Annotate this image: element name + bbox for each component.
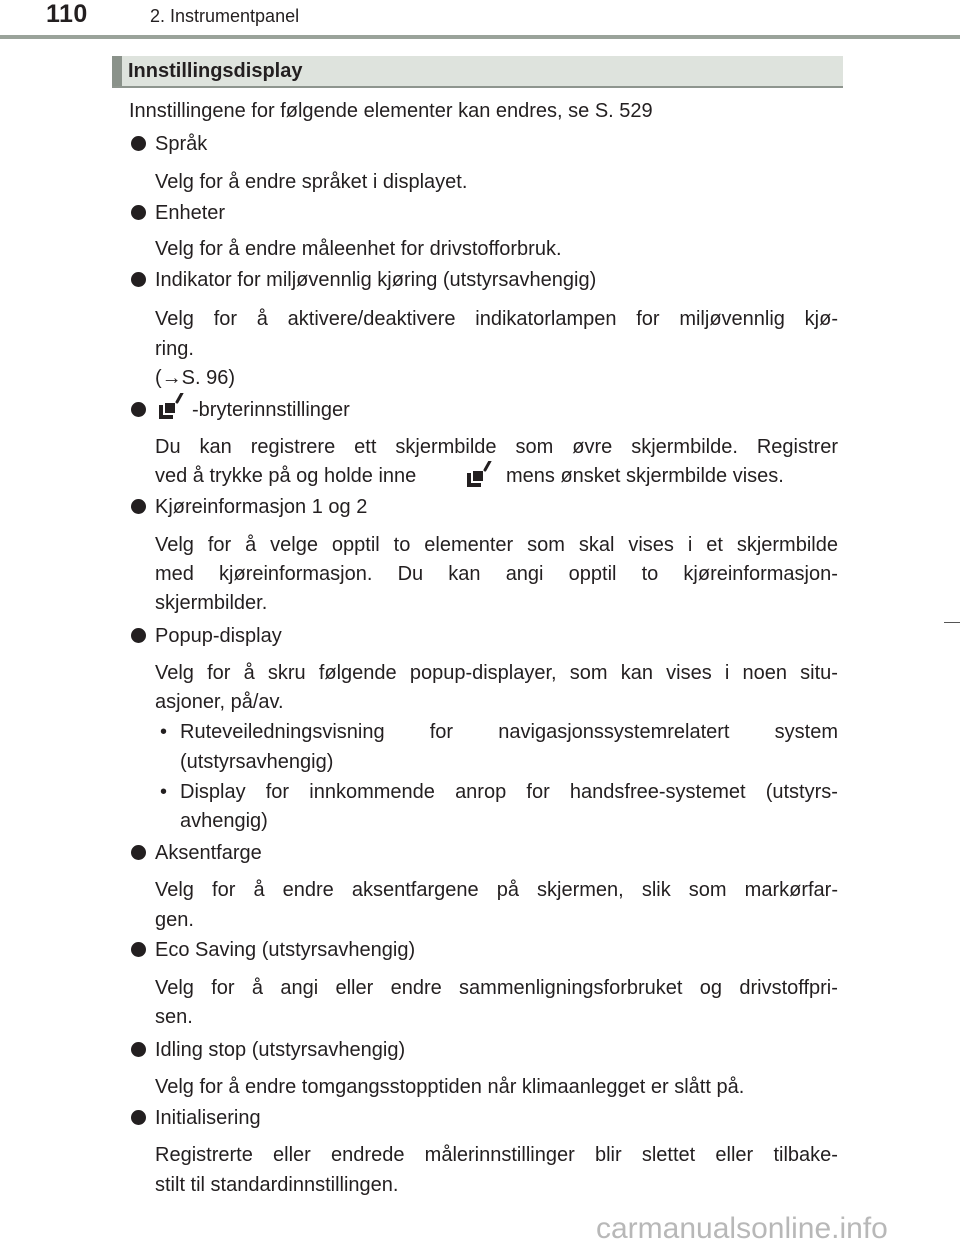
word: Display xyxy=(180,781,246,803)
word: for xyxy=(636,308,660,330)
item-desc-aksent-line2: gen. xyxy=(155,909,194,931)
item-desc-init-line2: stilt til standardinnstillingen. xyxy=(155,1174,399,1196)
word: slettet xyxy=(641,1144,696,1166)
item-desc-eco-line2: sen. xyxy=(155,1006,193,1028)
bullet-icon xyxy=(131,136,146,151)
word: som xyxy=(527,534,565,556)
item-desc-eco-line1 xyxy=(155,978,838,998)
bullet-icon xyxy=(131,1042,146,1057)
item-title-eco: Eco Saving (utstyrsavhengig) xyxy=(155,939,416,961)
word: for xyxy=(212,879,236,901)
watermark: carmanualsonline.info xyxy=(596,1212,888,1245)
word: følgende xyxy=(318,662,397,684)
word: Velg xyxy=(155,308,194,330)
chapter-title: 2. Instrumentpanel xyxy=(150,6,300,26)
word: øvre xyxy=(572,436,613,458)
item-desc-bryter-line2b: mens ønsket skjermbilde vises. xyxy=(506,465,784,487)
word: som xyxy=(569,662,608,684)
word: endrede xyxy=(331,1144,405,1166)
word: Ruteveiledningsvisning xyxy=(180,721,385,743)
word: (utstyrs- xyxy=(765,781,838,803)
section-title: Innstillingsdisplay xyxy=(128,60,303,82)
item-desc-enheter: Velg for å endre måleenhet for drivstofforbruk. xyxy=(155,238,562,260)
sub-item-1-line1 xyxy=(180,722,838,742)
word: kjøreinformasjon- xyxy=(683,563,838,585)
item-desc-kjore-line3: skjermbilder. xyxy=(155,592,268,614)
word: for xyxy=(207,662,231,684)
word: velge xyxy=(270,534,318,556)
word: for xyxy=(211,977,235,999)
word: for xyxy=(265,781,290,803)
word: eller xyxy=(335,977,374,999)
word: skjermbilde xyxy=(736,534,838,556)
word: for xyxy=(213,308,238,330)
bullet-icon xyxy=(131,1110,146,1125)
item-desc-popup-line2: asjoner, på/av. xyxy=(155,691,284,713)
word: skjermbilde xyxy=(395,436,497,458)
word: å xyxy=(256,308,268,330)
section-heading xyxy=(112,56,843,88)
word: eller xyxy=(273,1144,311,1166)
word: Du xyxy=(397,563,424,585)
word: aktivere/deaktivere xyxy=(287,308,456,330)
word: ett xyxy=(354,436,377,458)
bullet-icon xyxy=(131,402,146,417)
word: sammenligningsforbruket xyxy=(459,977,683,999)
word: for xyxy=(429,721,454,743)
word: å xyxy=(243,662,255,684)
word: Registrerte xyxy=(155,1144,253,1166)
word: slik xyxy=(641,879,671,901)
item-desc-bryter-line1 xyxy=(155,437,838,457)
word: aksentfargene xyxy=(351,879,479,901)
item-title-kjore: Kjøreinformasjon 1 og 2 xyxy=(155,496,368,518)
word: kan xyxy=(620,662,653,684)
sub-bullet: • xyxy=(160,781,168,803)
word: Velg xyxy=(155,977,194,999)
item-title-idling: Idling stop (utstyrsavhengig) xyxy=(155,1039,406,1061)
word: indikatorlampen xyxy=(475,308,617,330)
item-title-enheter: Enheter xyxy=(155,202,226,224)
word: anrop xyxy=(455,781,507,803)
word: vises xyxy=(628,534,674,556)
item-title-indikator: Indikator for miljøvennlig kjøring (utstyrsavhengig) xyxy=(155,269,597,291)
margin-mark xyxy=(944,622,960,623)
word: kan xyxy=(448,563,481,585)
word: kjøreinformasjon. xyxy=(219,563,373,585)
section-accent xyxy=(112,56,122,86)
word: og xyxy=(699,977,723,999)
page-number: 110 xyxy=(46,0,88,28)
screen-switch-icon xyxy=(158,393,184,421)
bullet-icon xyxy=(131,628,146,643)
word: elementer xyxy=(424,534,514,556)
word: eller xyxy=(715,1144,754,1166)
word: skjermen, xyxy=(537,879,624,901)
item-desc-sprak: Velg for å endre språket i displayet. xyxy=(155,171,468,193)
word: endre xyxy=(390,977,442,999)
item-desc-idling: Velg for å endre tomgangsstopptiden når klimaanlegget er slått på. xyxy=(155,1076,745,1098)
item-title-init: Initialisering xyxy=(155,1107,261,1129)
item-desc-indikator-line1 xyxy=(155,309,838,329)
item-title-aksent: Aksentfarge xyxy=(155,842,262,864)
word: to xyxy=(393,534,411,556)
item-title-sprak: Språk xyxy=(155,133,208,155)
page-reference: (→S. 96) xyxy=(155,367,236,389)
item-title-popup: Popup-display xyxy=(155,625,282,647)
word: et xyxy=(706,534,723,556)
word: for xyxy=(207,534,232,556)
word: tilbake- xyxy=(773,1144,838,1166)
word: som xyxy=(688,879,727,901)
word: som xyxy=(515,436,554,458)
sub-item-2-line1 xyxy=(180,782,838,802)
word: noen xyxy=(742,662,787,684)
word: Du xyxy=(155,436,181,458)
word: drivstoffpri- xyxy=(739,977,838,999)
screen-switch-icon xyxy=(466,461,492,489)
sub-item-2-line2: avhengig) xyxy=(180,810,268,832)
word: blir xyxy=(594,1144,622,1166)
word: å xyxy=(251,977,264,999)
word: navigasjonssystemrelatert xyxy=(498,721,730,743)
word: med xyxy=(155,563,194,585)
word: skru xyxy=(267,662,306,684)
bullet-icon xyxy=(131,499,146,514)
header-rule xyxy=(0,35,960,39)
item-desc-kjore-line1 xyxy=(155,535,838,555)
word: markørfar- xyxy=(744,879,838,901)
word: på xyxy=(496,879,519,901)
item-title-bryter: -bryterinnstillinger xyxy=(192,399,350,421)
word: Velg xyxy=(155,534,194,556)
word: å xyxy=(245,534,257,556)
word: endre xyxy=(282,879,334,901)
bullet-icon xyxy=(131,272,146,287)
intro-text: Innstillingene for følgende elementer kan endres, se S. 529 xyxy=(129,100,653,122)
word: Velg xyxy=(155,662,194,684)
word: miljøvennlig xyxy=(679,308,785,330)
word: i xyxy=(724,662,730,684)
word: situ- xyxy=(800,662,838,684)
word: for xyxy=(526,781,550,803)
item-desc-popup-line1 xyxy=(155,663,838,683)
word: Registrer xyxy=(756,436,838,458)
page-header xyxy=(0,0,960,40)
word: målerinnstillinger xyxy=(424,1144,575,1166)
bullet-icon xyxy=(131,845,146,860)
word: kjø- xyxy=(804,308,838,330)
word: kan xyxy=(199,436,232,458)
word: to xyxy=(641,563,659,585)
item-desc-kjore-line2 xyxy=(155,564,838,584)
item-desc-indikator-line2: ring. xyxy=(155,338,194,360)
word: innkommende xyxy=(309,781,435,803)
sub-bullet: • xyxy=(160,721,168,743)
word: skjermbilde. xyxy=(631,436,738,458)
item-desc-init-line1 xyxy=(155,1145,838,1165)
word: handsfree-systemet xyxy=(569,781,746,803)
word: vises xyxy=(666,662,712,684)
bullet-icon xyxy=(131,205,146,220)
bullet-icon xyxy=(131,942,146,957)
word: opptil xyxy=(568,563,617,585)
word: opptil xyxy=(331,534,380,556)
word: popup-displayer, xyxy=(409,662,557,684)
word: system xyxy=(774,721,838,743)
item-desc-bryter-line2a: ved å trykke på og holde inne xyxy=(155,465,417,487)
word: registrere xyxy=(250,436,336,458)
word: Velg xyxy=(155,879,194,901)
word: i xyxy=(687,534,693,556)
word: angi xyxy=(280,977,319,999)
word: å xyxy=(253,879,265,901)
item-desc-aksent-line1 xyxy=(155,880,838,900)
sub-item-1-line2: (utstyrsavhengig) xyxy=(180,751,334,773)
word: angi xyxy=(505,563,544,585)
word: skal xyxy=(578,534,615,556)
